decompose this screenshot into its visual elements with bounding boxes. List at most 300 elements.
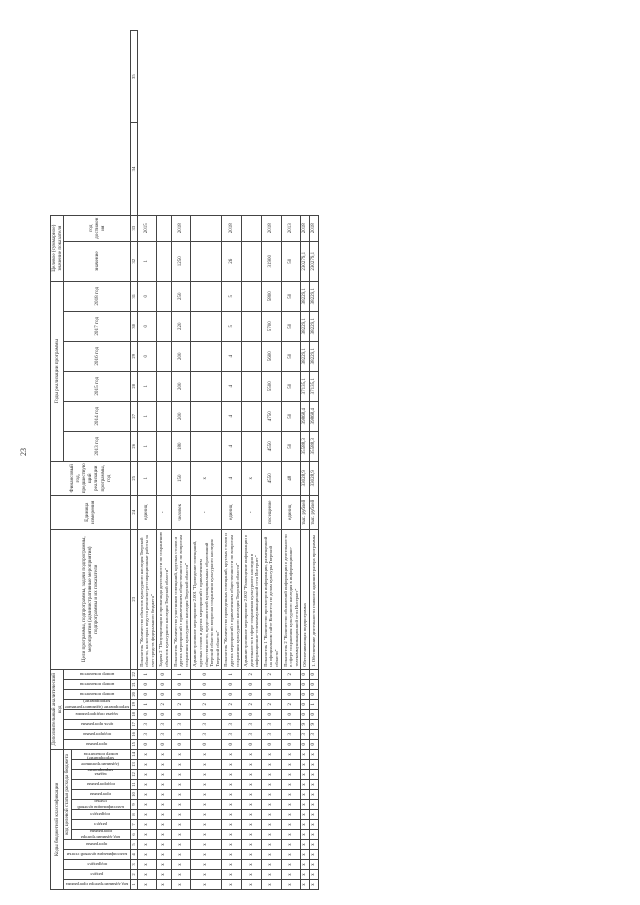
code-cell: х xyxy=(171,780,191,790)
row-year-value: 39868,4 xyxy=(310,401,319,431)
row-name: Показатель "Количество участников совещаний, круглых столов и других мероприятий с привлечением общественности по вопросам сохранения культурного наследия Тверской области" xyxy=(171,529,191,669)
header-target: Целевое (суммарное) значение показателя xyxy=(51,215,64,281)
code-cell: х xyxy=(191,830,222,840)
row-target-value: 230279,1 xyxy=(301,241,310,281)
year-header: 2016 год xyxy=(64,341,130,371)
code-cell: х xyxy=(137,770,157,780)
row-name: Показатель 1 "Количество просмотров информации, размещенной на официальном сайте Комитета по делам культуры Тверской области" xyxy=(261,529,281,669)
code-cell: х xyxy=(301,830,310,840)
code-cell: х xyxy=(137,800,157,810)
row-unit: - xyxy=(191,495,222,529)
code-cell: 0 xyxy=(261,739,281,749)
row-year-value xyxy=(157,281,171,311)
table-row xyxy=(281,31,301,890)
code-cell: 3 xyxy=(281,729,301,739)
code-cell: 0 xyxy=(301,709,310,719)
vertical-subheader: подпрограмма xyxy=(71,780,130,790)
row-unit: единиц xyxy=(137,495,157,529)
code-cell: х xyxy=(157,880,171,890)
code-cell: х xyxy=(171,880,191,890)
code-cell: 0 xyxy=(171,679,191,689)
column-number: 34 xyxy=(130,123,137,215)
code-cell: 0 xyxy=(310,679,319,689)
code-cell: х xyxy=(301,840,310,850)
code-cell: 3 xyxy=(171,729,191,739)
code-cell: х xyxy=(191,780,222,790)
code-cell: 0 xyxy=(222,709,242,719)
row-target-year: 2018 xyxy=(222,215,242,241)
code-cell: х xyxy=(157,850,171,860)
code-cell: х xyxy=(191,770,222,780)
code-cell: 9 xyxy=(310,719,319,729)
row-name: Обеспечивающая подпрограмма xyxy=(301,529,310,669)
row-target-year xyxy=(191,215,222,241)
column-number: 35 xyxy=(130,31,137,123)
code-cell: х xyxy=(281,760,301,770)
vertical-subheader: классификация целевой статьи xyxy=(71,800,130,810)
code-cell: х xyxy=(191,760,222,770)
code-cell: 2 xyxy=(157,699,171,709)
code-cell: 3 xyxy=(261,719,281,729)
column-number: 9 xyxy=(130,800,137,810)
code-cell: х xyxy=(281,830,301,840)
code-cell: 0 xyxy=(301,689,310,699)
row-year-value: 220 xyxy=(171,311,191,341)
row-fin-year: 33028,9 xyxy=(301,461,310,495)
column-number: 8 xyxy=(130,810,137,820)
code-cell: х xyxy=(242,760,262,770)
code-cell: х xyxy=(281,770,301,780)
code-cell: 0 xyxy=(261,709,281,719)
code-cell: х xyxy=(242,870,262,880)
code-cell: х xyxy=(242,880,262,890)
table-row xyxy=(242,31,262,890)
row-unit: тыс. рублей xyxy=(301,495,310,529)
code-cell: х xyxy=(310,870,319,880)
row-year-value: 0 xyxy=(137,311,157,341)
code-cell: х xyxy=(281,850,301,860)
code-cell: 0 xyxy=(157,669,171,679)
column-number: 17 xyxy=(130,719,137,729)
row-target-year: 2018 xyxy=(171,215,191,241)
vertical-header: подраздел xyxy=(64,860,130,870)
row-year-value xyxy=(157,371,171,401)
row-target-value: 50 xyxy=(281,241,301,281)
column-number: 33 xyxy=(130,215,137,241)
code-cell: 0 xyxy=(191,739,222,749)
column-number: 7 xyxy=(130,820,137,830)
row-name: Показатель "Количество проведенных совещаний, круглых столов и других мероприятий с привлечением общественности по вопросам сохранения культурного наследия Тверской области" xyxy=(222,529,242,669)
row-year-value: 4550 xyxy=(261,431,281,461)
column-number: 11 xyxy=(130,780,137,790)
column-number: 15 xyxy=(130,739,137,749)
code-cell: х xyxy=(310,860,319,870)
code-cell: х xyxy=(261,749,281,759)
code-cell: х xyxy=(242,780,262,790)
vertical-header-additional: цель программы xyxy=(64,719,130,729)
code-cell: х xyxy=(242,810,262,820)
code-cell: х xyxy=(261,820,281,830)
code-cell: 0 xyxy=(222,689,242,699)
code-cell: х xyxy=(222,810,242,820)
page-number: 23 xyxy=(19,448,28,456)
code-cell: х xyxy=(242,800,262,810)
code-cell: х xyxy=(222,830,242,840)
code-cell: 0 xyxy=(171,709,191,719)
row-target-year xyxy=(242,215,262,241)
code-cell: 1 xyxy=(137,669,157,679)
code-cell: 0 xyxy=(310,689,319,699)
code-cell: х xyxy=(137,820,157,830)
code-cell: х xyxy=(171,760,191,770)
row-fin-year: х xyxy=(242,461,262,495)
code-cell: 3 xyxy=(281,719,301,729)
code-cell: х xyxy=(310,780,319,790)
row-year-value xyxy=(191,371,222,401)
code-cell: 2 xyxy=(261,669,281,679)
row-year-value: 35588,3 xyxy=(301,431,310,461)
row-unit: тыс. рублей xyxy=(310,495,319,529)
code-cell: х xyxy=(261,840,281,850)
code-cell: х xyxy=(261,830,281,840)
table-row xyxy=(310,31,319,890)
code-cell: х xyxy=(301,810,310,820)
code-cell: х xyxy=(261,870,281,880)
row-year-value: 50 xyxy=(281,311,301,341)
code-cell: х xyxy=(171,810,191,820)
code-cell: х xyxy=(261,800,281,810)
row-target-value xyxy=(191,241,222,281)
row-year-value xyxy=(242,341,262,371)
row-target-value xyxy=(157,241,171,281)
code-cell: 0 xyxy=(137,679,157,689)
code-cell: 0 xyxy=(157,709,171,719)
row-year-value: 200 xyxy=(171,341,191,371)
code-cell: х xyxy=(137,760,157,770)
code-cell: 0 xyxy=(242,679,262,689)
code-cell: х xyxy=(261,770,281,780)
row-year-value xyxy=(191,341,222,371)
row-target-value: 230279,1 xyxy=(310,241,319,281)
row-fin-year: 1 xyxy=(137,461,157,495)
column-number: 10 xyxy=(130,790,137,800)
code-cell: 0 xyxy=(191,669,222,679)
vertical-header: код администратора программы xyxy=(64,880,130,890)
code-cell: х xyxy=(301,780,310,790)
code-cell: х xyxy=(310,820,319,830)
row-year-value: 5700 xyxy=(261,311,281,341)
code-cell: х xyxy=(261,880,281,890)
code-cell: х xyxy=(157,870,171,880)
header-fin-year: Финансовый год, предшествующий реализации программы, год xyxy=(51,461,131,495)
row-year-value xyxy=(242,431,262,461)
column-number: 30 xyxy=(130,311,137,341)
row-fin-year: 150 xyxy=(171,461,191,495)
row-target-year: 2018 xyxy=(301,215,310,241)
row-year-value xyxy=(242,401,262,431)
column-number: 28 xyxy=(130,371,137,401)
code-cell: х xyxy=(157,840,171,850)
code-cell: 2 xyxy=(281,699,301,709)
row-target-value: 31900 xyxy=(261,241,281,281)
code-cell: 0 xyxy=(301,679,310,689)
code-cell: 9 xyxy=(301,719,310,729)
row-year-value: 180 xyxy=(171,431,191,461)
vertical-header: классификация целевой статьи xyxy=(64,850,130,860)
code-cell: х xyxy=(157,860,171,870)
column-number: 6 xyxy=(130,830,137,840)
code-cell: х xyxy=(310,850,319,860)
row-year-value: 1 xyxy=(137,401,157,431)
code-cell: х xyxy=(137,749,157,759)
code-cell: х xyxy=(261,810,281,820)
code-cell: х xyxy=(191,790,222,800)
code-cell: 0 xyxy=(191,689,222,699)
code-cell: х xyxy=(157,820,171,830)
table-row xyxy=(157,31,171,890)
code-cell: х xyxy=(310,749,319,759)
code-cell: х xyxy=(301,820,310,830)
code-cell: 0 xyxy=(191,679,222,689)
code-cell: 0 xyxy=(281,689,301,699)
year-header: 2014 год xyxy=(64,401,130,431)
row-target-year: 2015 xyxy=(137,215,157,241)
code-cell: 3 xyxy=(242,719,262,729)
code-cell: 0 xyxy=(301,669,310,679)
vertical-header-additional: задача подпрограммы xyxy=(64,709,130,719)
row-year-value: 50 xyxy=(281,341,301,371)
row-year-value xyxy=(242,281,262,311)
code-cell: х xyxy=(191,840,222,850)
column-number: 2 xyxy=(130,870,137,880)
row-year-value xyxy=(191,281,222,311)
code-cell: 1 xyxy=(171,669,191,679)
row-year-value: 4 xyxy=(222,341,242,371)
code-cell: 2 xyxy=(242,669,262,679)
row-year-value: 38229,1 xyxy=(310,311,319,341)
document-page xyxy=(50,20,630,890)
code-cell: х xyxy=(310,810,319,820)
header-years: Годы реализации программы xyxy=(51,281,64,461)
target-value-header: значение xyxy=(64,241,130,281)
code-cell: 0 xyxy=(242,739,262,749)
column-number: 1 xyxy=(130,880,137,890)
row-target-value xyxy=(242,241,262,281)
code-cell: х xyxy=(191,749,222,759)
row-year-value xyxy=(242,371,262,401)
code-cell: х xyxy=(242,840,262,850)
code-cell: х xyxy=(222,800,242,810)
code-cell: х xyxy=(301,770,310,780)
row-year-value: 38229,1 xyxy=(301,281,310,311)
code-cell: х xyxy=(171,850,191,860)
code-cell: х xyxy=(242,790,262,800)
column-number: 26 xyxy=(130,431,137,461)
code-cell: х xyxy=(157,830,171,840)
code-cell: 0 xyxy=(191,709,222,719)
row-year-value: 4 xyxy=(222,371,242,401)
row-fin-year: х xyxy=(191,461,222,495)
vertical-subheader: раздел xyxy=(71,820,130,830)
code-cell: х xyxy=(137,880,157,890)
row-year-value: 50 xyxy=(281,401,301,431)
code-cell: х xyxy=(171,790,191,800)
code-cell: 0 xyxy=(281,679,301,689)
code-cell: х xyxy=(242,770,262,780)
code-cell: х xyxy=(137,810,157,820)
code-cell: 0 xyxy=(242,709,262,719)
code-cell: х xyxy=(310,770,319,780)
vertical-header-additional: мероприятие (административное мероприятие) xyxy=(64,699,130,711)
row-year-value: 1 xyxy=(137,431,157,461)
code-cell: х xyxy=(281,790,301,800)
code-cell: х xyxy=(261,790,281,800)
code-cell: х xyxy=(261,760,281,770)
code-cell: х xyxy=(301,790,310,800)
code-cell: х xyxy=(281,820,301,830)
code-cell: 0 xyxy=(137,739,157,749)
code-cell: х xyxy=(242,820,262,830)
code-cell: 0 xyxy=(242,689,262,699)
code-cell: х xyxy=(171,749,191,759)
code-cell: х xyxy=(301,749,310,759)
row-year-value: 200 xyxy=(171,401,191,431)
row-year-value: 5600 xyxy=(261,341,281,371)
column-number: 3 xyxy=(130,860,137,870)
row-year-value: 38229,1 xyxy=(301,341,310,371)
code-cell: 0 xyxy=(301,699,310,709)
row-year-value: 4 xyxy=(222,431,242,461)
column-number: 4 xyxy=(130,850,137,860)
row-year-value: 50 xyxy=(281,371,301,401)
code-cell: 3 xyxy=(222,729,242,739)
column-number: 25 xyxy=(130,461,137,495)
row-year-value: 35588,3 xyxy=(310,431,319,461)
row-year-value: 38229,1 xyxy=(310,281,319,311)
code-cell: 0 xyxy=(222,679,242,689)
code-cell: х xyxy=(157,780,171,790)
row-fin-year: 33028,9 xyxy=(310,461,319,495)
row-year-value: 38229,1 xyxy=(310,341,319,371)
column-number: 21 xyxy=(130,679,137,689)
code-cell: 3 xyxy=(222,719,242,729)
column-number: 31 xyxy=(130,281,137,311)
year-header: 2015 год xyxy=(64,371,130,401)
column-number: 22 xyxy=(130,669,137,679)
code-cell: 0 xyxy=(310,739,319,749)
row-year-value: 250 xyxy=(171,281,191,311)
table-row xyxy=(222,31,242,890)
code-cell: 0 xyxy=(137,709,157,719)
code-cell: х xyxy=(281,860,301,870)
table-row xyxy=(171,31,191,890)
vertical-subheader: подраздел xyxy=(71,810,130,820)
column-number: 18 xyxy=(130,709,137,719)
header-program-name: Цели программы, подпрограммы, задачи подпрограммы, мероприятия (административные мероприятия) подпрограммы и их показатели xyxy=(51,529,131,669)
code-cell: х xyxy=(157,760,171,770)
code-cell: х xyxy=(222,770,242,780)
code-cell: х xyxy=(171,800,191,810)
code-cell: х xyxy=(261,780,281,790)
code-cell: х xyxy=(301,800,310,810)
code-cell: х xyxy=(222,760,242,770)
column-number: 14 xyxy=(130,749,137,759)
code-cell: 1 xyxy=(137,699,157,709)
code-cell: 3 xyxy=(310,729,319,739)
code-cell: 3 xyxy=(157,729,171,739)
row-fin-year: 48 xyxy=(281,461,301,495)
code-cell: х xyxy=(191,850,222,860)
code-cell: х xyxy=(242,850,262,860)
row-year-value: 37135,1 xyxy=(310,371,319,401)
code-cell: х xyxy=(157,770,171,780)
code-cell: 0 xyxy=(222,739,242,749)
row-year-value: 5 xyxy=(222,311,242,341)
row-fin-year xyxy=(157,461,171,495)
code-cell: 3 xyxy=(191,729,222,739)
code-cell: 3 xyxy=(261,729,281,739)
code-cell: х xyxy=(191,880,222,890)
code-cell: х xyxy=(261,860,281,870)
vertical-subheader: номер показателя xyxy=(71,749,130,759)
row-year-value: 200 xyxy=(171,371,191,401)
vertical-header-additional: программа xyxy=(64,739,130,749)
row-unit: единиц xyxy=(281,495,301,529)
code-cell: х xyxy=(222,860,242,870)
code-cell: х xyxy=(191,810,222,820)
code-cell: х xyxy=(281,880,301,890)
table-row xyxy=(261,31,281,890)
code-cell: 2 xyxy=(261,699,281,709)
code-cell: 1 xyxy=(310,699,319,709)
code-cell: 0 xyxy=(157,679,171,689)
code-cell: х xyxy=(222,790,242,800)
code-cell: х xyxy=(157,749,171,759)
vertical-header-additional: подпрограмма xyxy=(64,729,130,739)
row-year-value xyxy=(191,311,222,341)
code-cell: х xyxy=(310,760,319,770)
program-table xyxy=(50,30,319,890)
column-number: 5 xyxy=(130,840,137,850)
code-cell: 0 xyxy=(137,689,157,699)
code-cell: х xyxy=(301,860,310,870)
row-year-value: 5 xyxy=(222,281,242,311)
code-cell: 1 xyxy=(222,669,242,679)
year-header: 2017 год xyxy=(64,311,130,341)
row-name: 1. Обеспечение деятельности главного администратора программы xyxy=(310,529,319,669)
row-target-year: 2013 xyxy=(281,215,301,241)
code-cell: 2 xyxy=(171,699,191,709)
code-cell: х xyxy=(281,840,301,850)
code-cell: х xyxy=(301,870,310,880)
row-year-value: 0 xyxy=(137,281,157,311)
row-year-value xyxy=(157,311,171,341)
code-cell: х xyxy=(171,820,191,830)
code-cell: 0 xyxy=(281,709,301,719)
code-cell: х xyxy=(191,870,222,880)
row-unit: - xyxy=(242,495,262,529)
code-cell: 0 xyxy=(310,669,319,679)
code-cell: х xyxy=(310,800,319,810)
column-number: 13 xyxy=(130,760,137,770)
code-cell: х xyxy=(157,800,171,810)
column-number: 32 xyxy=(130,241,137,281)
code-cell: 2 xyxy=(242,699,262,709)
code-cell: х xyxy=(191,860,222,870)
row-target-year: 2018 xyxy=(310,215,319,241)
code-cell: 3 xyxy=(137,729,157,739)
column-number: 29 xyxy=(130,341,137,371)
